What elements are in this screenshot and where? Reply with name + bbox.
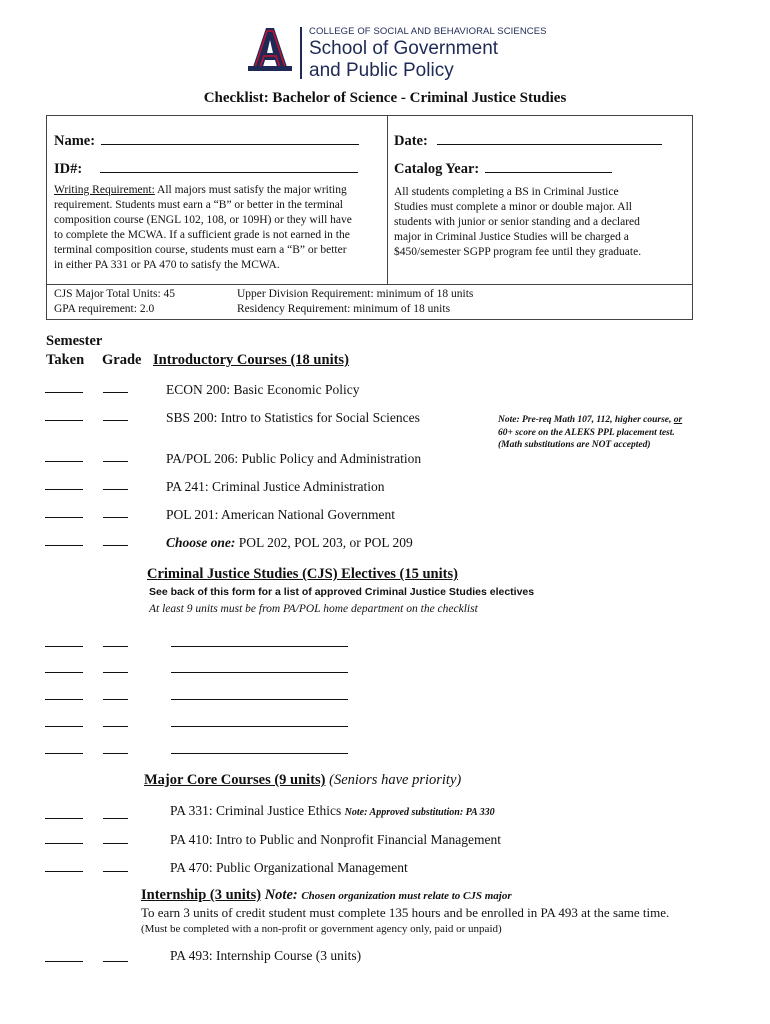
taken-blank[interactable] bbox=[45, 843, 83, 844]
electives-back-note: See back of this form for a list of approved Criminal Justice Studies electives bbox=[149, 586, 535, 598]
school-name-line1: School of Government bbox=[309, 38, 499, 59]
box-divider-vertical bbox=[387, 116, 388, 284]
school-name-line2: and Public Policy bbox=[309, 60, 454, 81]
taken-blank[interactable] bbox=[45, 961, 83, 962]
taken-blank[interactable] bbox=[45, 489, 83, 490]
math-prereq-note bbox=[498, 414, 682, 452]
taken-blank[interactable] bbox=[45, 818, 83, 819]
minor-requirement bbox=[394, 185, 689, 260]
grade-blank[interactable] bbox=[103, 961, 128, 962]
taken-blank[interactable] bbox=[45, 672, 83, 673]
grade-blank[interactable] bbox=[103, 420, 128, 421]
elective-course-blank[interactable] bbox=[171, 646, 348, 647]
grade-blank[interactable] bbox=[103, 843, 128, 844]
upper-division-requirement: Upper Division Requirement: minimum of 18 units bbox=[237, 288, 474, 300]
grade-blank[interactable] bbox=[103, 726, 128, 727]
grade-heading: Grade bbox=[102, 352, 142, 368]
name-label: Name: bbox=[54, 133, 96, 149]
taken-blank[interactable] bbox=[45, 726, 83, 727]
major-core-heading bbox=[144, 772, 461, 789]
internship-note-text: Chosen organization must relate to CJS major bbox=[301, 890, 512, 902]
page-title: Checklist: Bachelor of Science - Criminal Justice Studies bbox=[203, 90, 567, 106]
college-name: COLLEGE OF SOCIAL AND BEHAVIORAL SCIENCES bbox=[309, 26, 547, 37]
taken-blank[interactable] bbox=[45, 753, 83, 754]
minor-line: students with junior or senior standing and a declared bbox=[394, 216, 640, 228]
id-label: ID#: bbox=[54, 161, 83, 177]
taken-blank[interactable] bbox=[45, 545, 83, 546]
minor-line: Studies must complete a minor or double major. All bbox=[394, 201, 632, 213]
pa331-substitution-note: Note: Approved substitution: PA 330 bbox=[344, 807, 495, 818]
intro-courses-heading: Introductory Courses (18 units) bbox=[153, 352, 349, 368]
taken-blank[interactable] bbox=[45, 461, 83, 462]
name-line[interactable] bbox=[101, 130, 359, 145]
student-info-box bbox=[46, 115, 693, 320]
writing-requirement-title: Writing Requirement: bbox=[54, 184, 155, 196]
major-core-title: Major Core Courses (9 units) bbox=[144, 772, 326, 788]
taken-blank[interactable] bbox=[45, 420, 83, 421]
id-line[interactable] bbox=[100, 158, 358, 173]
course-papol206: PA/POL 206: Public Policy and Administration bbox=[166, 451, 422, 466]
grade-blank[interactable] bbox=[103, 392, 128, 393]
pa331-label: PA 331: Criminal Justice Ethics bbox=[170, 803, 345, 818]
grade-blank[interactable] bbox=[103, 461, 128, 462]
electives-heading: Criminal Justice Studies (CJS) Electives (15 units) bbox=[147, 566, 458, 582]
grade-blank[interactable] bbox=[103, 818, 128, 819]
taken-blank[interactable] bbox=[45, 699, 83, 700]
writing-line: requirement. Students must earn a “B” or better in the terminal bbox=[54, 199, 344, 211]
elective-course-blank[interactable] bbox=[171, 699, 348, 700]
division-summary bbox=[237, 287, 473, 317]
gpa-requirement: GPA requirement: 2.0 bbox=[54, 303, 155, 315]
units-summary bbox=[54, 287, 175, 317]
seniors-priority-note: (Seniors have priority) bbox=[325, 772, 462, 788]
writing-line: in either PA 331 or PA 470 to satisfy the MCWA. bbox=[54, 259, 280, 271]
catalog-year-field[interactable] bbox=[394, 158, 612, 178]
elective-course-blank[interactable] bbox=[171, 672, 348, 673]
university-logo-icon bbox=[246, 26, 294, 72]
taken-blank[interactable] bbox=[45, 392, 83, 393]
course-sbs200: SBS 200: Intro to Statistics for Social Sciences bbox=[166, 410, 420, 425]
grade-blank[interactable] bbox=[103, 646, 128, 647]
date-line[interactable] bbox=[437, 130, 662, 145]
grade-blank[interactable] bbox=[103, 545, 128, 546]
writing-line: All majors must satisfy the major writing bbox=[154, 184, 347, 196]
taken-blank[interactable] bbox=[45, 646, 83, 647]
internship-heading bbox=[141, 887, 512, 904]
residency-requirement: Residency Requirement: minimum of 18 units bbox=[237, 303, 451, 315]
internship-hours-text: To earn 3 units of credit student must complete 135 hours and be enrolled in PA 493 at the same time. bbox=[141, 905, 670, 920]
internship-agency-text: (Must be completed with a non-profit or government agency only, paid or unpaid) bbox=[141, 923, 502, 935]
course-pa470: PA 470: Public Organizational Management bbox=[170, 860, 408, 875]
grade-blank[interactable] bbox=[103, 489, 128, 490]
minor-line: $450/semester SGPP program fee until they graduate. bbox=[394, 246, 642, 258]
school-name bbox=[309, 38, 498, 82]
catalog-year-line[interactable] bbox=[485, 158, 612, 173]
date-field[interactable] bbox=[394, 130, 662, 150]
semester-heading: Semester bbox=[46, 333, 103, 349]
writing-requirement bbox=[54, 183, 384, 273]
electives-home-dept-note: At least 9 units must be from PA/POL home department on the checklist bbox=[149, 603, 478, 615]
writing-line: terminal composition course, students must earn a “B” or better bbox=[54, 244, 347, 256]
course-pa331 bbox=[170, 803, 495, 819]
writing-line: composition course (ENGL 102, 108, or 109H) or they will have bbox=[54, 214, 352, 226]
grade-blank[interactable] bbox=[103, 753, 128, 754]
internship-title: Internship (3 units) bbox=[141, 887, 262, 903]
note-line: (Math substitutions are NOT accepted) bbox=[498, 440, 651, 450]
name-field[interactable] bbox=[54, 130, 359, 150]
elective-course-blank[interactable] bbox=[171, 753, 348, 754]
date-label: Date: bbox=[394, 133, 428, 149]
total-units: CJS Major Total Units: 45 bbox=[54, 288, 176, 300]
course-pa493: PA 493: Internship Course (3 units) bbox=[170, 948, 362, 963]
id-field[interactable] bbox=[54, 158, 358, 178]
grade-blank[interactable] bbox=[103, 699, 128, 700]
grade-blank[interactable] bbox=[103, 517, 128, 518]
minor-line: major in Criminal Justice Studies will be charged a bbox=[394, 231, 629, 243]
catalog-year-label: Catalog Year: bbox=[394, 161, 480, 177]
taken-blank[interactable] bbox=[45, 871, 83, 872]
note-or: or bbox=[673, 415, 683, 425]
writing-line: to complete the MCWA. If a sufficient grade is not earned in the bbox=[54, 229, 350, 241]
elective-course-blank[interactable] bbox=[171, 726, 348, 727]
course-pa410: PA 410: Intro to Public and Nonprofit Financial Management bbox=[170, 832, 501, 847]
course-econ200: ECON 200: Basic Economic Policy bbox=[166, 382, 360, 397]
logo-divider bbox=[300, 27, 302, 79]
taken-heading: Taken bbox=[46, 352, 85, 368]
grade-blank[interactable] bbox=[103, 871, 128, 872]
taken-blank[interactable] bbox=[45, 517, 83, 518]
course-pol201: POL 201: American National Government bbox=[166, 507, 395, 522]
choose-one-label: Choose one: bbox=[166, 535, 236, 550]
note-line: Note: Pre-req Math 107, 112, higher course, bbox=[498, 415, 674, 425]
course-pa241: PA 241: Criminal Justice Administration bbox=[166, 479, 385, 494]
box-divider-horizontal bbox=[47, 284, 692, 285]
internship-note-label: Note: bbox=[261, 887, 302, 903]
course-choose-one bbox=[166, 535, 413, 551]
minor-line: All students completing a BS in Criminal Justice bbox=[394, 186, 619, 198]
note-line: 60+ score on the ALEKS PPL placement test. bbox=[498, 427, 675, 438]
choose-one-courses: POL 202, POL 203, or POL 209 bbox=[235, 535, 413, 550]
grade-blank[interactable] bbox=[103, 672, 128, 673]
